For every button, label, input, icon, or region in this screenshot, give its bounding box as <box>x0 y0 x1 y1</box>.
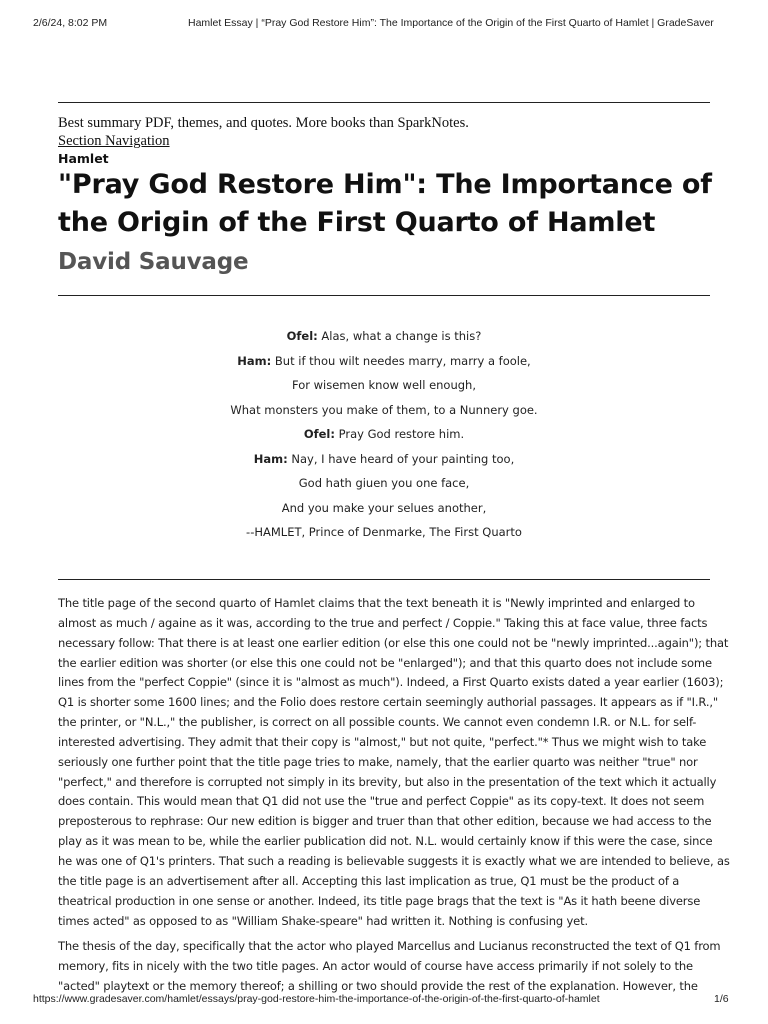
verse-speaker: Ham: <box>237 353 272 368</box>
verse-text: What monsters you make of them, to a Nunnery goe. <box>230 402 538 417</box>
verse-line <box>58 447 710 472</box>
section-navigation-link[interactable]: Section Navigation <box>58 133 170 149</box>
book-label: Hamlet <box>58 151 109 166</box>
essay-title-text: "Pray God Restore Him": The Importance of the Origin of the First Quarto of Hamlet <box>58 169 712 238</box>
verse-speaker: Ham: <box>253 451 288 466</box>
print-header <box>0 17 768 33</box>
verse-speaker: Ofel: <box>286 329 318 343</box>
promo-text: Best summary PDF, themes, and quotes. More books than SparkNotes. <box>58 115 469 131</box>
paragraph-line: The thesis of the day, specifically that the actor who played Marcellus and Lucianus reconstructed the text of Q1 from <box>58 939 721 954</box>
verse-text: --HAMLET, Prince of Denmarke, The First Quarto <box>246 525 522 539</box>
essay-paragraph <box>58 594 730 931</box>
top-divider <box>58 102 710 103</box>
verse-text: Alas, what a change is this? <box>317 329 482 343</box>
paragraph-line: the printer, or "N.L.," the publisher, is correct on all possible counts. We cannot even condemn I.R. or N.L. for self- <box>58 715 697 730</box>
paragraph-line: interested advertising. They admit that their copy is "almost," but not quite, "perfect."* Thus we might wish to take <box>58 734 707 749</box>
paragraph-line: play as it was mean to be, while the earlier publication did not. N.L. would certainly know if this were the case, since <box>58 834 713 849</box>
verse-text: But if thou wilt needes marry, marry a foole, <box>271 353 531 368</box>
verse-line <box>58 520 710 545</box>
verse-epigraph <box>58 324 710 545</box>
verse-line <box>58 324 710 349</box>
print-date: 2/6/24, 8:02 PM <box>33 17 108 29</box>
paragraph-line: "acted" playtext or the memory thereof; a shilling or two should provide the rest of the explanation. However, the <box>58 979 698 994</box>
paragraph-line: he was one of Q1's printers. That such a reading is believable suggests it is exactly what we are intended to believe, as <box>58 853 730 868</box>
paragraph-line: The title page of the second quarto of Hamlet claims that the text beneath it is "Newly imprinted and enlarged to <box>58 596 695 610</box>
verse-line <box>58 496 710 521</box>
paragraph-line: seriously one further point that the title page tries to make, namely, that the earlier quarto was neither "true" nor <box>58 754 698 769</box>
verse-text: God hath giuen you one face, <box>298 476 470 490</box>
paragraph-line: does contain. This would mean that Q1 did not use the "true and perfect Coppie" as its copy-text. It does not seem <box>58 794 705 809</box>
verse-line <box>58 398 710 423</box>
verse-line <box>58 349 710 374</box>
verse-line <box>58 471 710 496</box>
verse-text: Nay, I have heard of your painting too, <box>287 451 515 466</box>
verse-text: For wisemen know well enough, <box>291 378 477 392</box>
essay-title <box>58 166 713 281</box>
paragraph-line: preposterous to rephrase: Our new edition is bigger and truer than that other edition, because we had access to the <box>58 814 712 829</box>
title-divider <box>58 295 710 296</box>
paragraph-line: times acted" as opposed to as "William Shake-speare" had written it. Nothing is confusing yet. <box>58 913 588 928</box>
print-page-number: 1/6 <box>714 993 729 1005</box>
paragraph-line: almost as much / againe as it was, according to the true and perfect / Coppie." Taking this at face value, three facts <box>58 615 708 630</box>
verse-divider <box>58 579 710 580</box>
essay-author: David Sauvage <box>58 249 249 275</box>
print-url: https://www.gradesaver.com/hamlet/essays/pray-god-restore-him-the-importance-of-the-origin-of-the-first-quarto-of-hamlet <box>33 993 600 1005</box>
verse-text: And you make your selues another, <box>281 500 487 515</box>
print-page-title: Hamlet Essay | “Pray God Restore Him”: The Importance of the Origin of the First Quarto of Hamlet | GradeSaver <box>188 17 714 29</box>
essay-paragraph <box>58 937 721 997</box>
paragraph-line: memory, fits in nicely with the two title pages. An actor would of course have access primarily if not solely to the <box>58 959 693 974</box>
essay-body <box>58 594 730 1003</box>
verse-line <box>58 422 710 447</box>
paragraph-line: Q1 is shorter some 1600 lines; and the Folio does restore certain seemingly authorial passages. It appears as if "I.R.," <box>58 695 718 710</box>
verse-speaker: Ofel: <box>303 427 335 441</box>
verse-line <box>58 373 710 398</box>
paragraph-line: the earlier edition was shorter (or else this one could not be "enlarged"); and that this quarto does not include some <box>58 655 712 670</box>
paragraph-line: theatrical production in one sense or another. Indeed, its title page brags that the text is "As it hath beene diverse <box>58 893 701 908</box>
paragraph-line: lines from the "perfect Coppie" (since it is "almost as much"). Indeed, a First Quarto exists dated a year earlier (1603); <box>58 675 724 690</box>
paragraph-line: "perfect," and therefore is corrupted not simply in its brevity, but also in the presentation of the text which it actually <box>58 774 717 789</box>
paragraph-line: necessary follow: That there is at least one earlier edition (or else this one could not be "newly imprinted...again"); that <box>58 635 729 650</box>
paragraph-line: the title page is an advertisement after all. Accepting this last implication as true, Q1 must be the product of a <box>58 873 680 888</box>
verse-text: Pray God restore him. <box>334 427 465 441</box>
